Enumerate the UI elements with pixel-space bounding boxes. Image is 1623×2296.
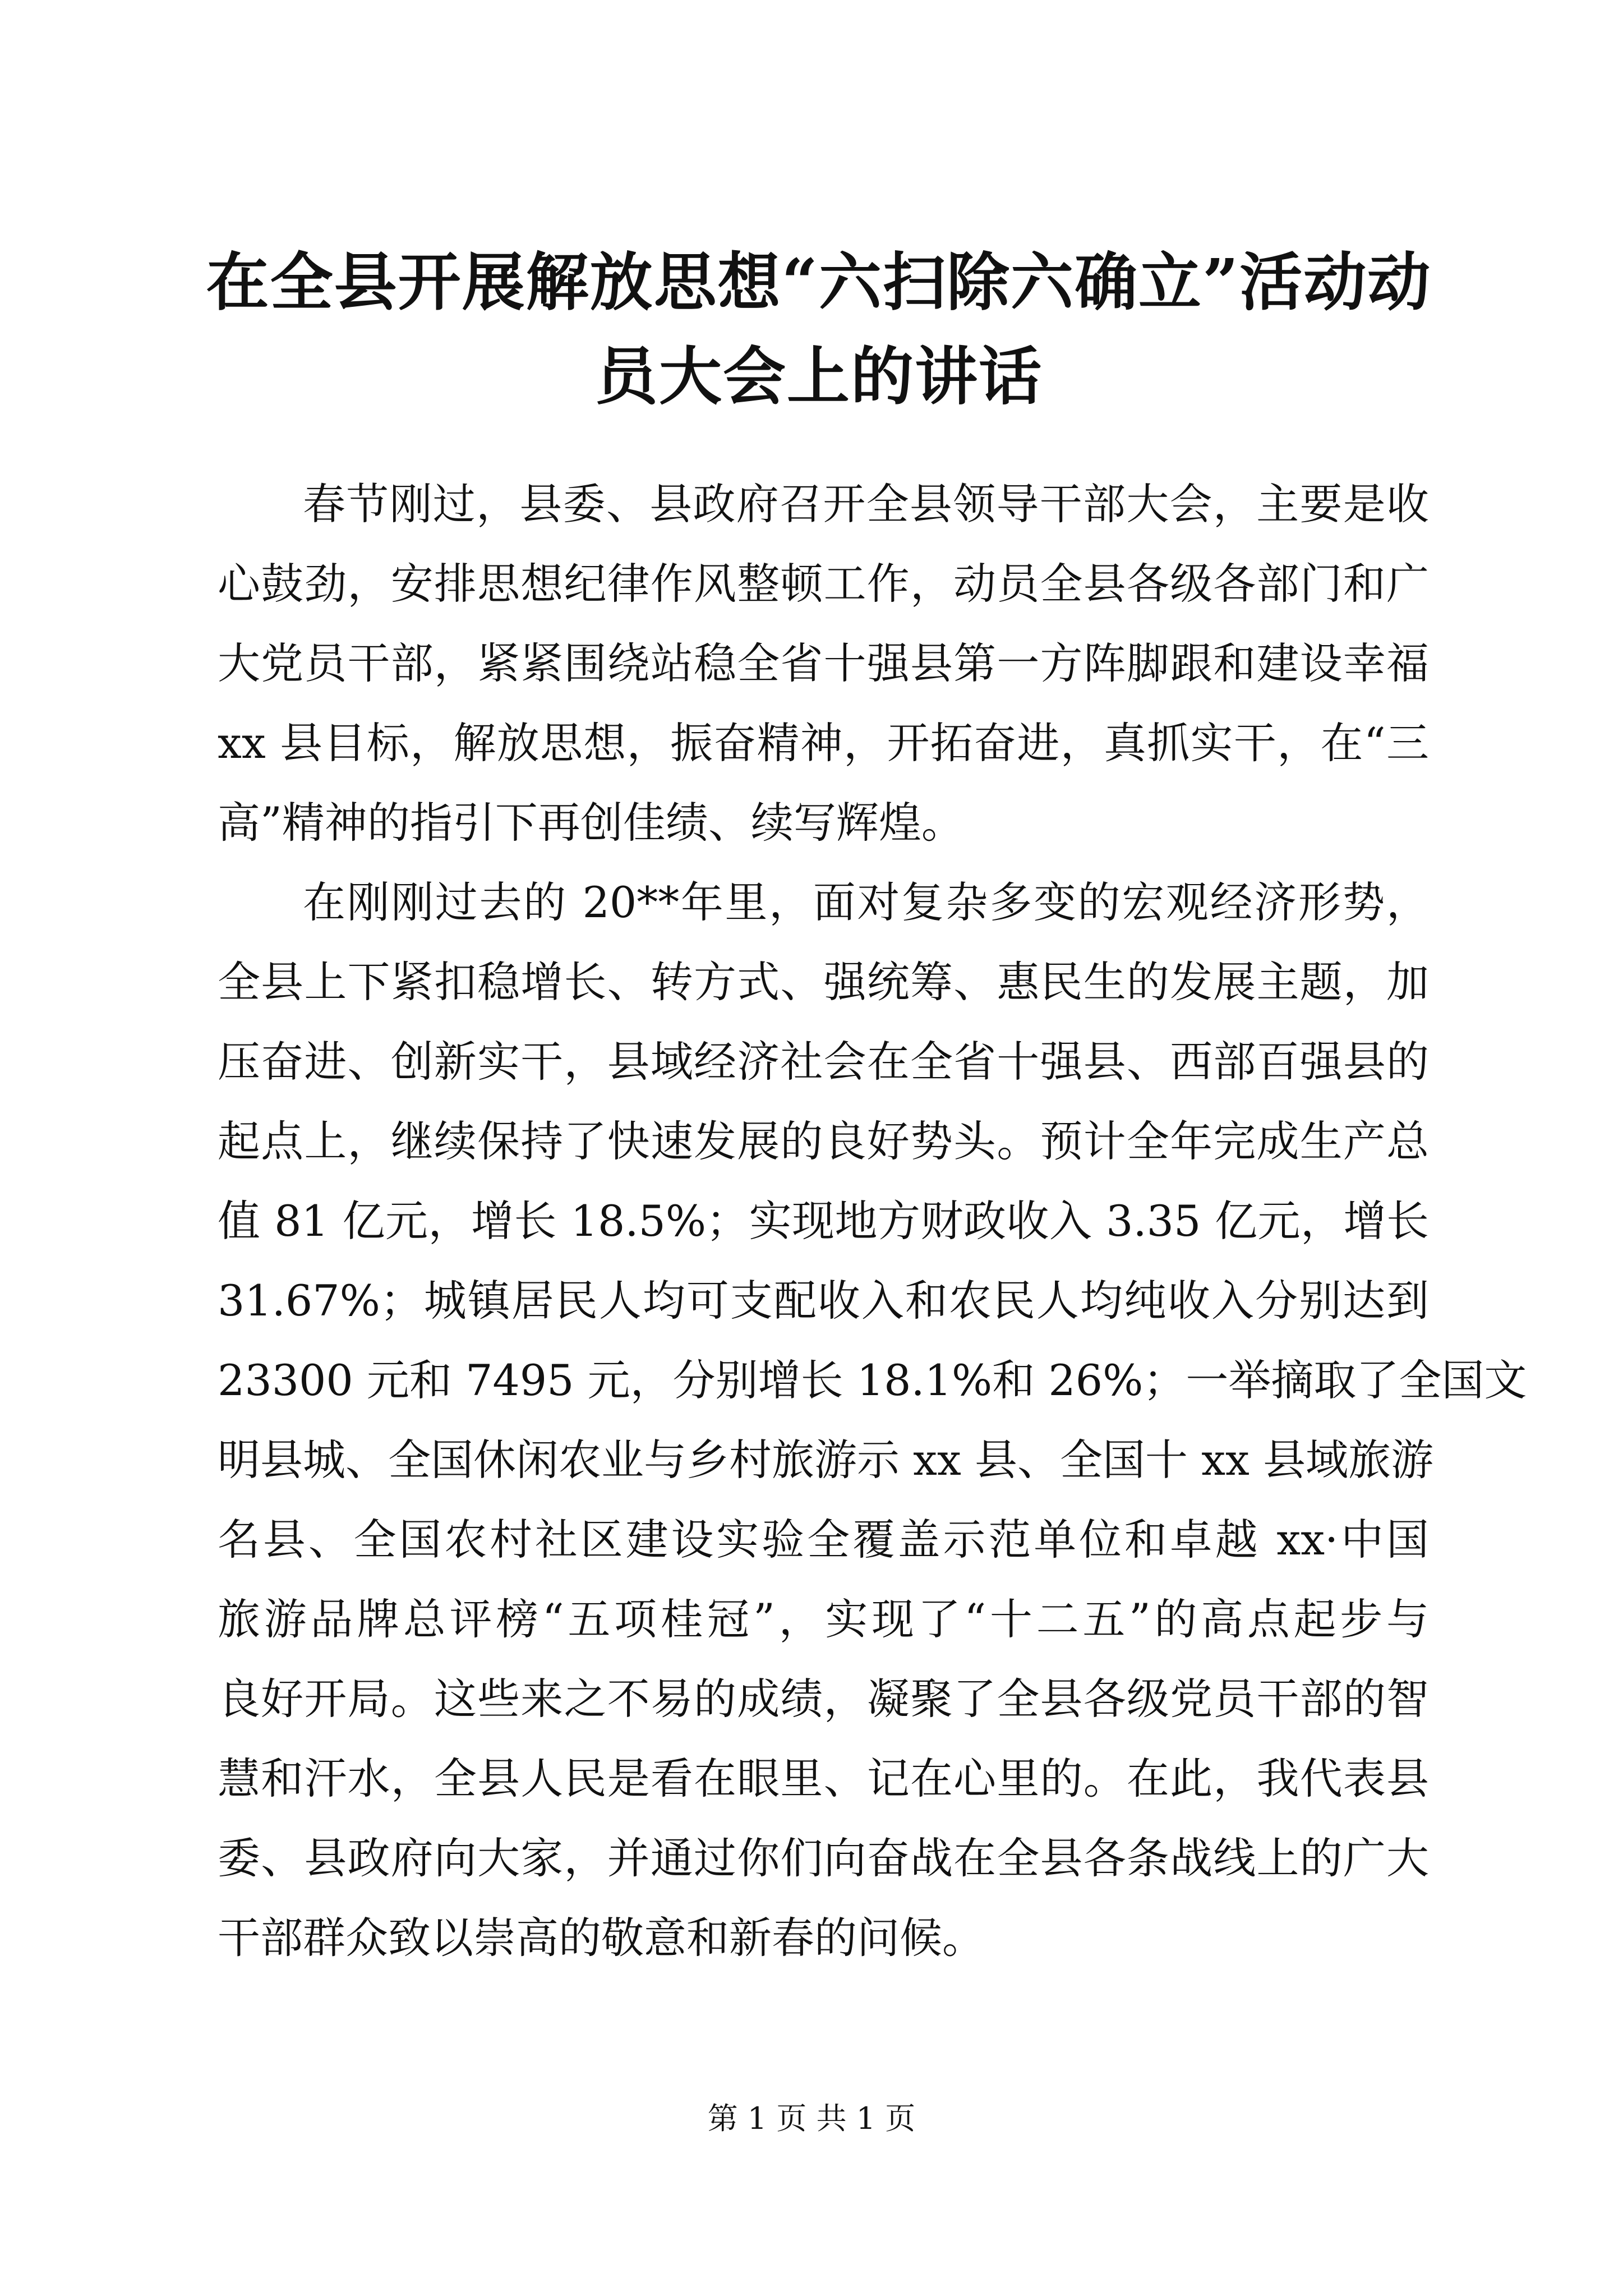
- text-line: 良好开局。这些来之不易的成绩，凝聚了全县各级党员干部的智: [218, 1674, 1429, 1724]
- title-line: 在全县开展解放思想“六扫除六确立”活动动: [206, 246, 1432, 319]
- document-body: [218, 464, 1527, 1978]
- text-line: 干部群众致以崇高的敬意和新春的问候。: [218, 1913, 985, 1963]
- title-line: 员大会上的讲话: [595, 340, 1043, 413]
- text-line: 在刚刚过去的 20**年里，面对复杂多变的宏观经济形势，: [303, 877, 1429, 927]
- page-footer: 第 1 页 共 1 页: [707, 2101, 916, 2136]
- text-line: 高”精神的指引下再创佳绩、续写辉煌。: [218, 798, 964, 848]
- text-line: 慧和汗水，全县人民是看在眼里、记在心里的。在此，我代表县: [218, 1754, 1429, 1803]
- text-line: 起点上，继续保持了快速发展的良好势头。预计全年完成生产总: [218, 1116, 1429, 1166]
- paragraph: [218, 464, 1429, 863]
- text-line: 31.67%；城镇居民人均可支配收入和农民人均纯收入分别达到: [218, 1276, 1429, 1326]
- text-line: 委、县政府向大家，并通过你们向奋战在全县各条战线上的广大: [218, 1833, 1429, 1883]
- text-line: 心鼓劲，安排思想纪律作风整顿工作，动员全县各级各部门和广: [218, 559, 1429, 609]
- text-line: 值 81 亿元，增长 18.5%；实现地方财政收入 3.35 亿元，增长: [218, 1196, 1429, 1246]
- text-line: 旅游品牌总评榜“五项桂冠”，实现了“十二五”的高点起步与: [218, 1594, 1429, 1644]
- text-line: 压奋进、创新实干，县域经济社会在全省十强县、西部百强县的: [218, 1037, 1429, 1087]
- text-line: 23300 元和 7495 元，分别增长 18.1%和 26%；一举摘取了全国文: [218, 1355, 1527, 1405]
- document-title: [202, 236, 1436, 424]
- text-line: 大党员干部，紧紧围绕站稳全省十强县第一方阵脚跟和建设幸福: [218, 638, 1429, 688]
- paragraph: [218, 863, 1527, 1978]
- text-line: 春节刚过，县委、县政府召开全县领导干部大会，主要是收: [303, 479, 1429, 529]
- text-line: xx 县目标，解放思想，振奋精神，开拓奋进，真抓实干，在“三: [218, 718, 1429, 768]
- text-line: 名县、全国农村社区建设实验全覆盖示范单位和卓越 xx·中国: [218, 1515, 1429, 1565]
- text-line: 明县城、全国休闲农业与乡村旅游示 xx 县、全国十 xx 县域旅游: [218, 1435, 1434, 1485]
- text-line: 全县上下紧扣稳增长、转方式、强统筹、惠民生的发展主题，加: [218, 957, 1429, 1007]
